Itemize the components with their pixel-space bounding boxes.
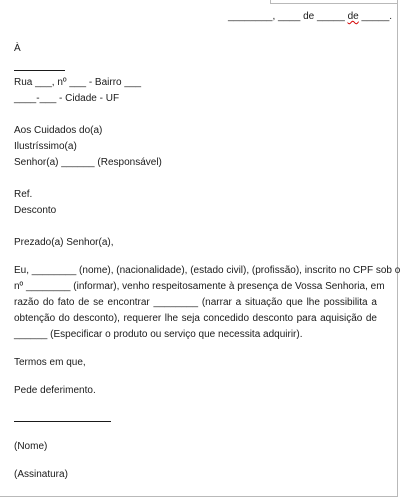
date-de-word: de	[347, 11, 359, 22]
closing-request: Pede deferimento.	[14, 385, 96, 396]
reference-subject: Desconto	[14, 205, 57, 216]
signature-line	[14, 421, 111, 422]
signature-name: (Nome)	[14, 441, 48, 452]
body-line-4: obtenção do desconto), requerer lhe seja concedido desconto para aquisição de	[14, 313, 377, 324]
address-to: À	[14, 43, 21, 54]
address-city: ____-___ - Cidade - UF	[14, 93, 120, 104]
salutation: Prezado(a) Senhor(a),	[14, 237, 114, 248]
closing-terms: Termos em que,	[14, 357, 86, 368]
addressee-blank-line	[14, 70, 65, 71]
body-line-1: Eu, ________ (nome), (nacionalidade), (estado civil), (profissão), inscrito no CPF sob o	[14, 265, 400, 276]
recipient-title: Ilustríssimo(a)	[14, 141, 77, 152]
reference-label: Ref.	[14, 189, 33, 200]
body-line-3: razão do fato de se encontrar ________ (narrar a situação que lhe possibilita a	[14, 297, 377, 308]
signature-sign: (Assinatura)	[14, 469, 68, 480]
date-line: ________, ____ de _____ de _____.	[228, 11, 393, 22]
recipient-person: Senhor(a) ______ (Responsável)	[14, 157, 162, 168]
recipient-care-of: Aos Cuidados do(a)	[14, 125, 103, 136]
body-line-2: nº ________ (informar), venho respeitosamente à presença de Vossa Senhoria, em	[14, 281, 385, 292]
body-line-5: ______ (Especificar o produto ou serviço que necessita adquirir).	[14, 329, 303, 340]
corner-box	[270, 0, 398, 4]
address-street: Rua ___, nº ___ - Bairro ___	[14, 77, 142, 88]
